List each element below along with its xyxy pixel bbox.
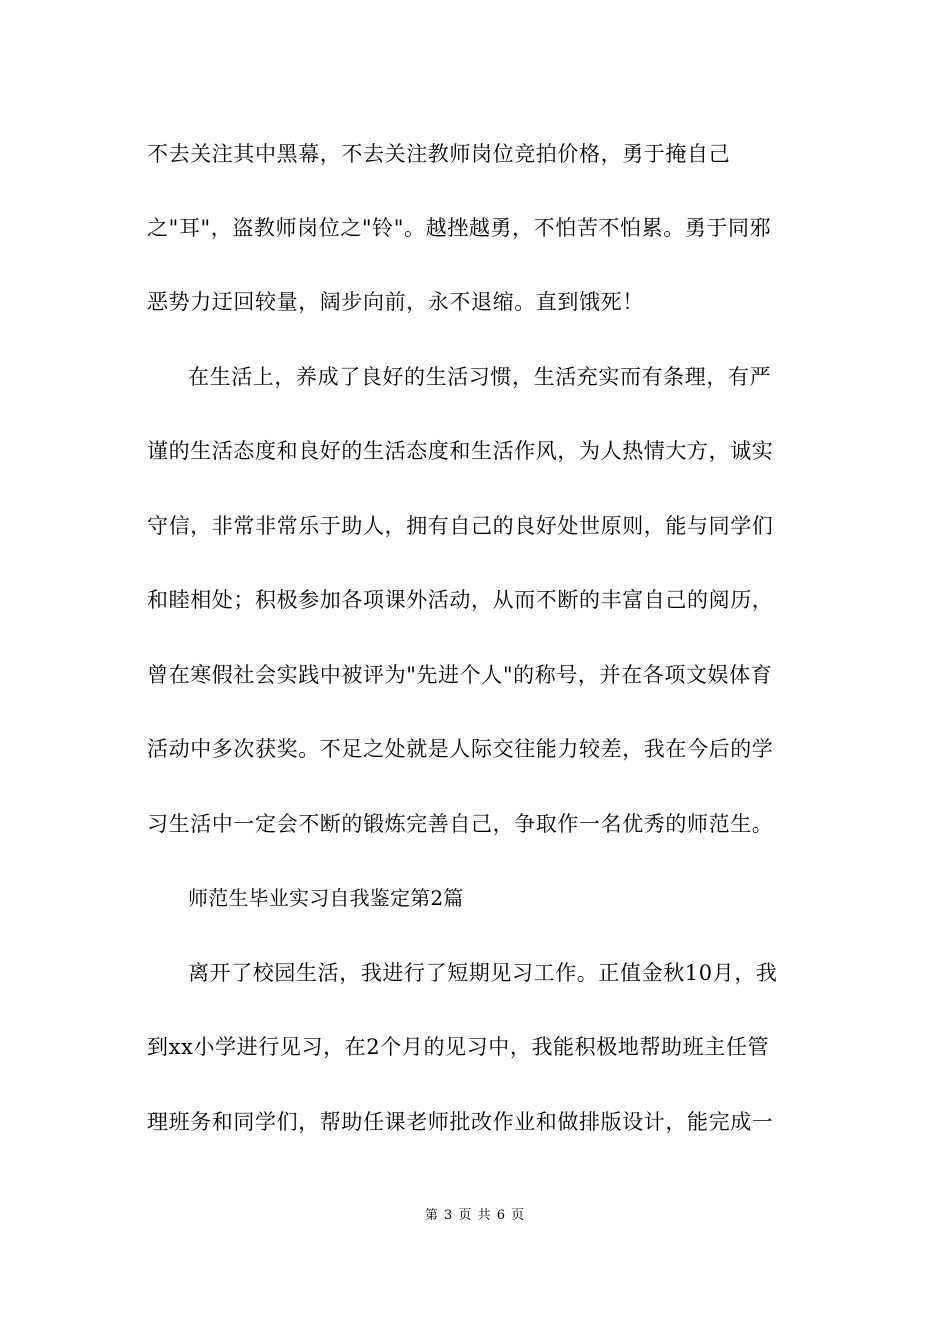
paragraph-2-line-3: 守信，非常非常乐于助人，拥有自己的良好处世原则，能与同学们 — [147, 514, 774, 538]
paragraph-2-line-4: 和睦相处；积极参加各项课外活动，从而不断的丰富自己的阅历， — [147, 588, 774, 612]
paragraph-3-line-1: 离开了校园生活，我进行了短期见习工作。正值金秋10月，我 — [188, 961, 778, 985]
page-number-footer: 第 3 页 共 6 页 — [424, 1208, 526, 1223]
paragraph-3-line-2: 到xx小学进行见习，在2个月的见习中，我能积极地帮助班主任管 — [147, 1035, 770, 1059]
paragraph-2-line-7: 习生活中一定会不断的锻炼完善自己，争取作一名优秀的师范生。 — [147, 812, 774, 836]
paragraph-2-line-2: 谨的生活态度和良好的生活态度和生活作风，为人热情大方，诚实 — [147, 439, 774, 463]
paragraph-1-line-1: 不去关注其中黑幕，不去关注教师岗位竞拍价格，勇于掩自己 — [147, 142, 731, 166]
paragraph-1-line-2: 之"耳"，盗教师岗位之"铃"。越挫越勇，不怕苦不怕累。勇于同邪 — [147, 216, 772, 240]
paragraph-3-line-3: 理班务和同学们，帮助任课老师批改作业和做排版设计，能完成一 — [147, 1110, 774, 1134]
paragraph-2-line-6: 活动中多次获奖。不足之处就是人际交往能力较差，我在今后的学 — [147, 737, 774, 761]
paragraph-2-line-1: 在生活上，养成了良好的生活习惯，生活充实而有条理，有严 — [188, 365, 772, 389]
section-heading: 师范生毕业实习自我鉴定第2篇 — [188, 886, 464, 910]
paragraph-2-line-5: 曾在寒假社会实践中被评为"先进个人"的称号，并在各项文娱体育 — [147, 663, 773, 687]
paragraph-1-line-3: 恶势力迂回较量，阔步向前，永不退缩。直到饿死！ — [147, 290, 644, 314]
